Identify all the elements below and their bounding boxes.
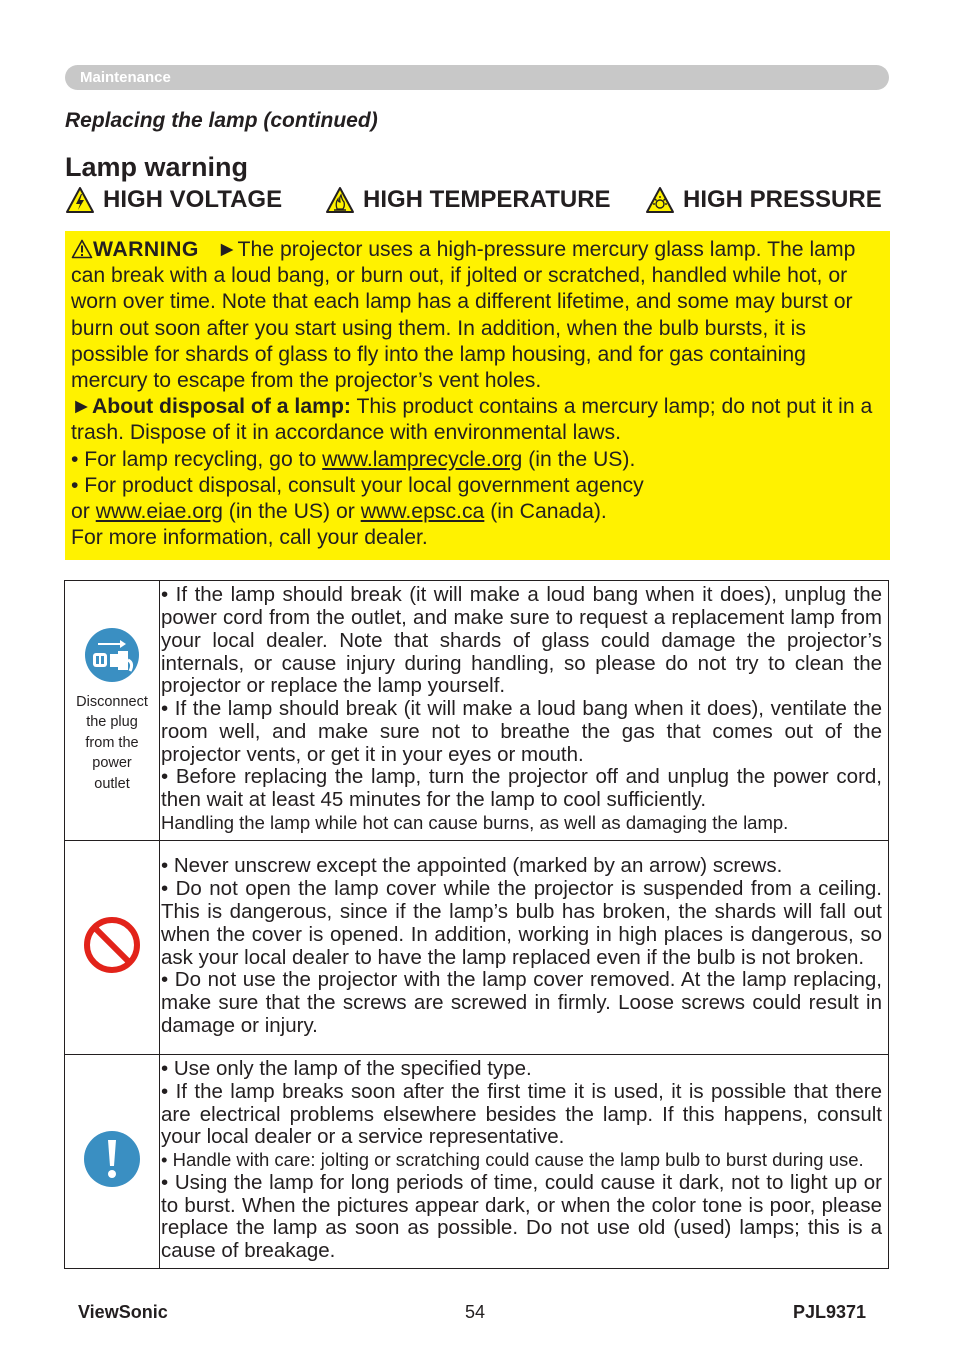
exclamation-icon <box>83 1130 141 1188</box>
caution-row-prohibited <box>65 841 889 1055</box>
prohibited-icon <box>83 916 141 974</box>
warning-triangle-icon <box>71 239 93 259</box>
caution-paragraph: • If the lamp should break (it will make a loud bang when it does), unplug the power cord from the outlet, and make sure to request a replacement lamp from your local dealer. Note that shards of glass could damage the projector’s internals, or cause injury during handling, so please do not try to clean the projector or replace the lamp yourself. <box>161 583 882 698</box>
icon-cell <box>65 841 160 1055</box>
recycle-suffix: (in the US). <box>522 447 636 471</box>
footer-brand: ViewSonic <box>78 1302 168 1322</box>
footer-model: PJL9371 <box>793 1302 867 1322</box>
warning-label: WARNING <box>93 238 199 261</box>
disconnect-caption <box>66 692 158 795</box>
text-cell <box>160 841 889 1055</box>
caution-paragraph: • Use only the lamp of the specified type. <box>161 1056 532 1080</box>
warning-intro-text: ►The projector uses a high-pressure mercury glass lamp. The lamp can break with a loud bang, or burn out, if jolted or scratched, handled while hot, or worn over time. Note that each lamp has a different lifetime, and some may burst or burn out soon after you start using them. In addition, when the bulb bursts, it is possible for shards of glass to fly into the lamp housing, and for gas containing mercury to escape from the projector’s vent holes. <box>71 238 856 393</box>
caption-line: Disconnect <box>76 693 148 710</box>
hazard-label: HIGH PRESSURE <box>683 186 882 213</box>
caption-line: power <box>92 755 132 772</box>
page-subtitle: Replacing the lamp (continued) <box>65 109 378 132</box>
caption-line: the plug <box>86 714 138 731</box>
caution-table <box>64 580 889 1269</box>
caution-small-note: Handling the lamp while hot can cause burns, as well as damaging the lamp. <box>161 812 789 834</box>
eiae-link[interactable]: www.eiae.org <box>95 500 223 524</box>
high-temperature-icon <box>325 186 355 214</box>
agency-links-line <box>71 499 885 525</box>
high-pressure-icon <box>645 186 675 214</box>
disposal-label: ►About disposal of a lamp: <box>71 395 351 419</box>
recycle-prefix: • For lamp recycling, go to <box>71 447 323 471</box>
eiae-suffix: (in the US) or <box>222 500 361 524</box>
text-cell <box>160 1055 889 1269</box>
disposal-paragraph <box>71 394 885 446</box>
icon-cell <box>65 1055 160 1269</box>
hazard-label: HIGH TEMPERATURE <box>363 186 611 213</box>
or-text: or <box>71 500 96 524</box>
epsc-suffix: (in Canada). <box>484 500 607 524</box>
recycle-line <box>71 447 885 473</box>
caution-paragraph: • If the lamp breaks soon after the first time it is used, it is possible that there are electrical problems elsewhere besides the lamp. If this happens, consult your local dealer or a service representative. <box>161 1079 882 1149</box>
disposal-text: This product contains a mercury lamp; do not put it in a trash. Dispose of it in accordance with environmental laws. <box>71 395 873 445</box>
section-header-bar <box>65 65 889 90</box>
caution-paragraph: • Do not open the lamp cover while the projector is suspended from a ceiling. This is dangerous, since if the lamp’s bulb has broken, the shards will fall out when the cover is opened. In addition, working in high places is dangerous, so ask your local dealer to have the lamp replaced even if the bulb is not broken. <box>161 877 882 969</box>
lamprecycle-link[interactable]: www.lamprecycle.org <box>322 447 523 471</box>
icon-cell <box>65 581 160 841</box>
caution-small-note: • Handle with care: jolting or scratching could cause the lamp bulb to burst during use. <box>161 1149 864 1171</box>
product-disposal-line: • For product disposal, consult your local government agency <box>71 473 644 497</box>
hazard-label: HIGH VOLTAGE <box>103 186 283 213</box>
more-info-line: For more information, call your dealer. <box>71 526 428 550</box>
high-voltage-icon <box>65 186 95 214</box>
caution-row-disconnect <box>65 581 889 841</box>
warning-intro <box>71 237 885 394</box>
text-cell <box>160 581 889 841</box>
caution-paragraph: • Do not use the projector with the lamp cover removed. At the lamp replacing, make sure that the screws are screwed in firmly. Loose screws could result in damage or injury. <box>161 968 882 1037</box>
epsc-link[interactable]: www.epsc.ca <box>360 500 485 524</box>
hazard-high-voltage <box>65 186 282 214</box>
warning-box <box>65 231 890 560</box>
caution-paragraph: • If the lamp should break (it will make a loud bang when it does), ventilate the room well, and make sure not to breathe the gas that comes out of the projector vents, or get it in your eyes or mouth. <box>161 697 882 766</box>
caution-paragraph: • Using the lamp for long periods of time, could cause it dark, not to light up or to burst. When the pictures appear dark, or when the color tone is poor, please replace the lamp as soon as possible. Do not use old (used) lamps; this is a cause of breakage. <box>161 1170 882 1263</box>
footer-page-number: 54 <box>465 1302 486 1322</box>
page-heading: Lamp warning <box>65 152 249 182</box>
disconnect-plug-icon <box>84 627 140 683</box>
caution-paragraph: • Before replacing the lamp, turn the projector off and unplug the power cord, then wait at least 45 minutes for the lamp to cool sufficiently. <box>161 765 882 812</box>
caption-line: outlet <box>94 775 130 792</box>
hazard-high-temperature <box>325 186 611 214</box>
section-title: Maintenance <box>80 69 171 86</box>
caution-row-mandatory <box>65 1055 889 1269</box>
caution-paragraph: • Never unscrew except the appointed (marked by an arrow) screws. <box>161 854 783 878</box>
caption-line: from the <box>85 734 139 751</box>
hazard-high-pressure <box>645 186 882 214</box>
